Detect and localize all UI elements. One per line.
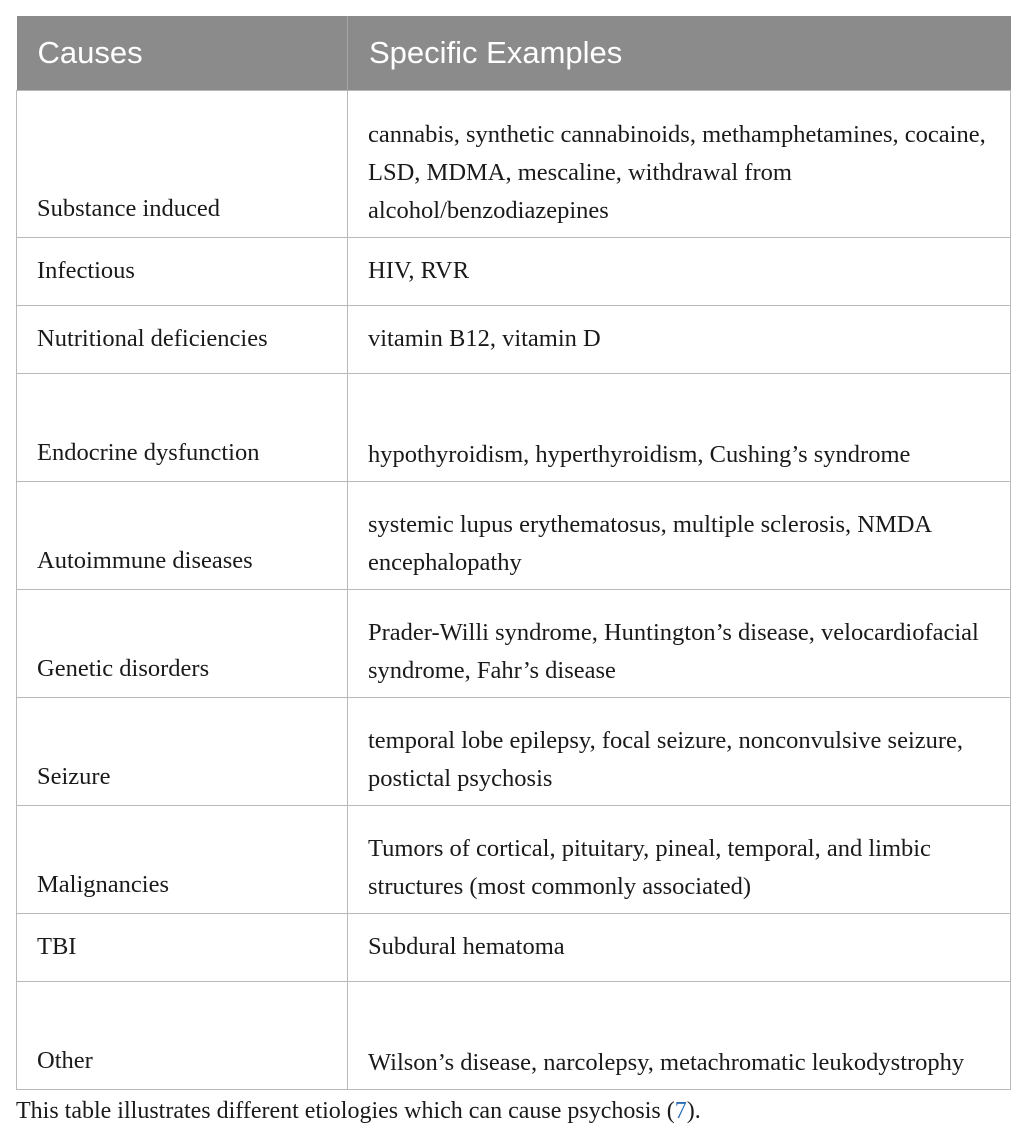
cause-cell: Autoimmune diseases (17, 481, 348, 589)
table-row (17, 373, 1011, 481)
cause-cell: Substance induced (17, 90, 348, 237)
cause-cell: Other (17, 981, 348, 1089)
table-row (17, 981, 1011, 1089)
examples-cell: Prader-Willi syndrome, Huntington’s disease, velocardiofacial syndrome, Fahr’s disease (348, 589, 1011, 697)
examples-cell: temporal lobe epilepsy, focal seizure, nonconvulsive seizure, postictal psychosis (348, 697, 1011, 805)
table-row (17, 589, 1011, 697)
cause-cell: Infectious (17, 237, 348, 305)
cause-cell: TBI (17, 913, 348, 981)
examples-cell: hypothyroidism, hyperthyroidism, Cushing’s syndrome (348, 373, 1011, 481)
cause-cell: Endocrine dysfunction (17, 373, 348, 481)
reference-link[interactable]: 7 (674, 1098, 687, 1124)
cause-cell: Seizure (17, 697, 348, 805)
table-caption (16, 1095, 1010, 1127)
table-row (17, 305, 1011, 373)
caption-text: This table illustrates different etiologies which can cause psychosis ( (16, 1098, 675, 1124)
header-row (17, 16, 1011, 90)
examples-cell: cannabis, synthetic cannabinoids, methamphetamines, cocaine, LSD, MDMA, mescaline, withdrawal from alcohol/benzodiazepines (348, 90, 1011, 237)
cause-cell: Genetic disorders (17, 589, 348, 697)
examples-cell: HIV, RVR (348, 237, 1011, 305)
table-row (17, 805, 1011, 913)
table-row (17, 237, 1011, 305)
cause-cell: Malignancies (17, 805, 348, 913)
table-body (17, 90, 1011, 1089)
examples-cell: Wilson’s disease, narcolepsy, metachromatic leukodystrophy (348, 981, 1011, 1089)
etiology-table (16, 16, 1011, 1090)
table-row (17, 697, 1011, 805)
examples-cell: vitamin B12, vitamin D (348, 305, 1011, 373)
cause-cell: Nutritional deficiencies (17, 305, 348, 373)
examples-cell: Subdural hematoma (348, 913, 1011, 981)
examples-cell: systemic lupus erythematosus, multiple sclerosis, NMDA encephalopathy (348, 481, 1011, 589)
header-causes: Causes (17, 16, 348, 90)
table-row (17, 90, 1011, 237)
table-row (17, 913, 1011, 981)
header-specific-examples: Specific Examples (348, 16, 1011, 90)
etiology-table-container (16, 16, 1010, 1090)
table-row (17, 481, 1011, 589)
examples-cell: Tumors of cortical, pituitary, pineal, temporal, and limbic structures (most commonly associated) (348, 805, 1011, 913)
table-header (17, 16, 1011, 90)
caption-end: ). (686, 1098, 701, 1124)
